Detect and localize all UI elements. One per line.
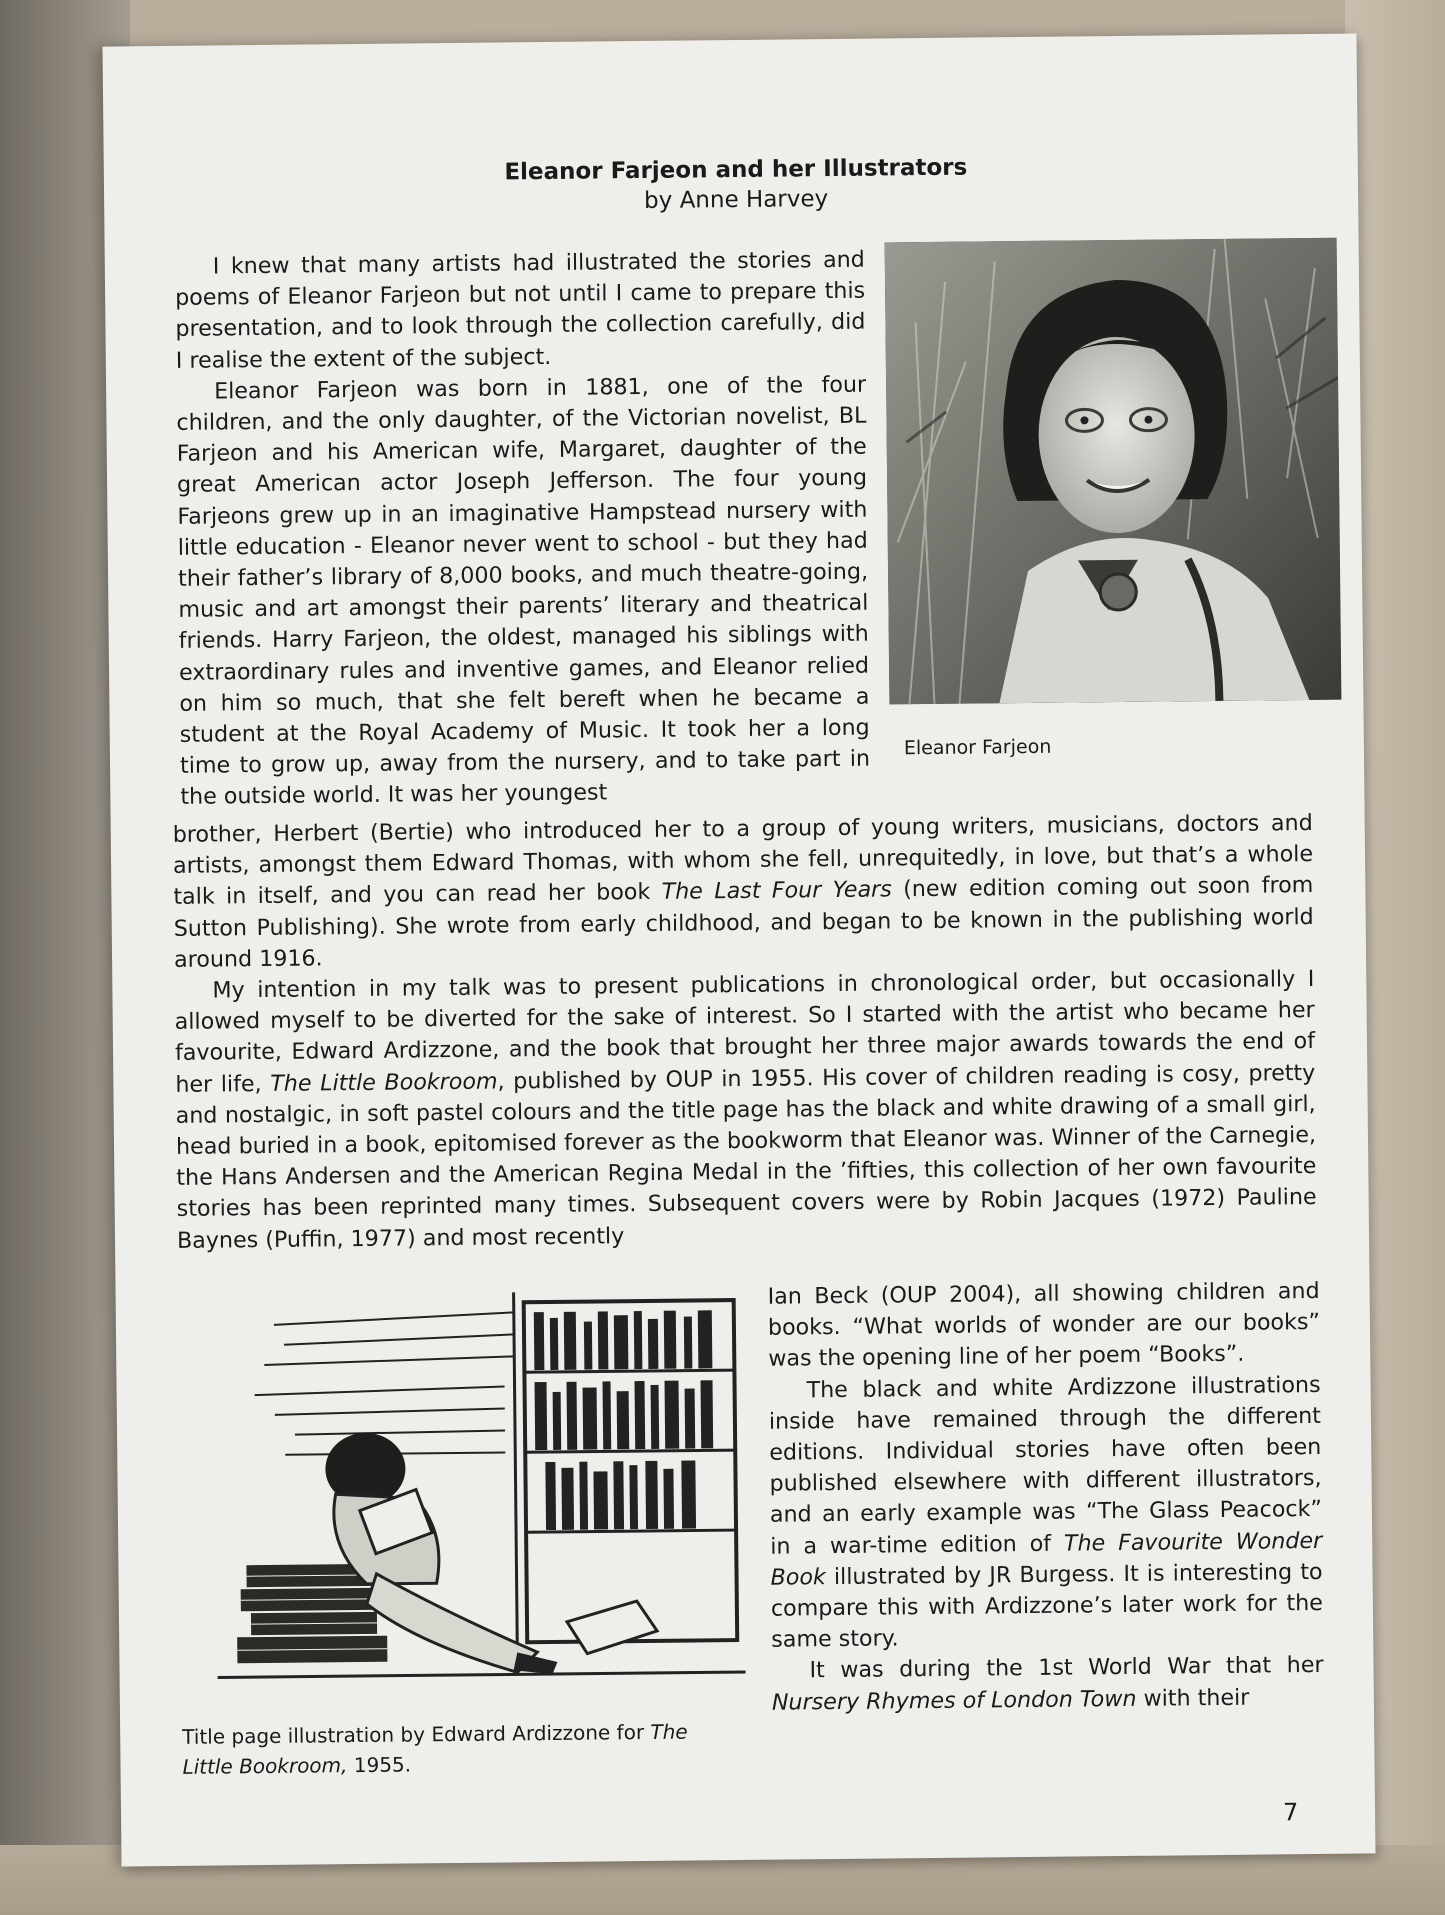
- paragraph-3-continued: Ian Beck (OUP 2004), all showing children and books. “What worlds of wonder are our books” was the opening line of her poem “Books”.: [767, 1277, 1321, 1373]
- illustration-caption: [182, 1716, 743, 1782]
- text-column-top: [175, 245, 871, 814]
- p3-text-2: , published by OUP in 1955. His cover of children reading is cosy, pretty and nostalgic, in soft pastel colours and the title page has the black and white drawing of a small girl, head buried in a book, epitomised forever as the bookworm that Eleanor was. Winner of the Carnegie, the Hans Andersen and the American Regina Medal in the ’fifties, this collection of her own favourite stories has been reprinted many times. Subsequent covers were by Robin Jacques (1972) Pauline Baynes (Puffin, 1977) and most recently: [175, 1059, 1317, 1254]
- illustration-image: [213, 1280, 745, 1700]
- photo-caption: Eleanor Farjeon: [903, 735, 1052, 760]
- p2b-text-2: (new edition coming out soon from Sutton Publishing). She wrote from early childhood, and began to be known in the publishing world around 1916.: [173, 872, 1314, 973]
- book-title-nursery-rhymes: Nursery Rhymes of London Town: [771, 1685, 1137, 1716]
- article-byline: by Anne Harvey: [643, 186, 829, 214]
- paragraph-2b: [173, 808, 1315, 976]
- booklet-page: [103, 33, 1376, 1866]
- eleanor-farjeon-photo: [885, 238, 1342, 705]
- book-title-last-four-years: The Last Four Years: [661, 876, 892, 906]
- ardizzone-illustration: [213, 1280, 745, 1700]
- book-title-little-bookroom: The Little Bookroom: [270, 1068, 498, 1097]
- text-column-bottom-right: [767, 1276, 1324, 1719]
- paragraph-5: [771, 1650, 1324, 1718]
- article-title: Eleanor Farjeon and her Illustrators: [504, 154, 968, 186]
- photo-image: [885, 238, 1342, 705]
- paragraph-4: [768, 1370, 1323, 1657]
- paragraph-1: I knew that many artists had illustrated the stories and poems of Eleanor Farjeon but not until I came to prepare this presentation, and to look through the collection carefully, did I realise the extent of the subject.: [175, 246, 866, 374]
- p3-text-1: My intention in my talk was to present publications in chronological order, but occasionally I allowed myself to be diverted for the sake of interest. So I started with the artist who became her favourite, Edward Ardizzone, and the book that brought her three major awards towards the end of her life,: [174, 965, 1316, 1098]
- book-title-favourite-wonder-book: The Favourite Wonder Book: [770, 1527, 1323, 1591]
- illus-caption-text-2: 1955.: [347, 1752, 412, 1778]
- paragraph-3: [174, 964, 1317, 1257]
- p2b-text-1: brother, Herbert (Bertie) who introduced her to a group of young writers, musicians, doctors and artists, amongst them Edward Thomas, with whom she fell, unrequitedly, in love, but that’s a whole talk in itself, and you can read her book: [172, 809, 1314, 911]
- paragraph-2a: Eleanor Farjeon was born in 1881, one of the four children, and the only daughter, of the Victorian novelist, BL Farjeon and his American wife, Margaret, daughter of the great American actor Joseph Jefferson. The four young Farjeons grew up in an imaginative Hampstead nursery with little education - Eleanor never went to school - but they had their father’s library of 8,000 books, and much theatre-going, music and art amongst their parents’ literary and theatrical friends. Harry Farjeon, the oldest, managed his siblings with extraordinary rules and inventive games, and Eleanor relied on him so much, that she felt bereft when he became a student at the Royal Academy of Music. It took her a long time to grow up, away from the nursery, and to take part in the outside world. It was her youngest: [176, 371, 871, 811]
- page-number: 7: [1282, 1798, 1299, 1827]
- illus-caption-text-1: Title page illustration by Edward Ardizzone for: [182, 1719, 651, 1749]
- p5-text-2: with their: [1136, 1684, 1250, 1712]
- illus-caption-book: The Little Bookroom,: [182, 1719, 688, 1779]
- page-content: [165, 94, 1324, 1827]
- p5-text-1: It was during the 1st World War that her: [809, 1652, 1324, 1684]
- p4-text-2: illustrated by JR Burgess. It is interesting to compare this with Ardizzone’s later work for the same story.: [770, 1558, 1324, 1653]
- p4-text-1: The black and white Ardizzone illustrations inside have remained through the different editions. Individual stories have often been published elsewhere with different illustrators, and an early example was “The Glass Peacock” in a war-time edition of: [768, 1371, 1323, 1560]
- text-column-full: [173, 808, 1318, 1257]
